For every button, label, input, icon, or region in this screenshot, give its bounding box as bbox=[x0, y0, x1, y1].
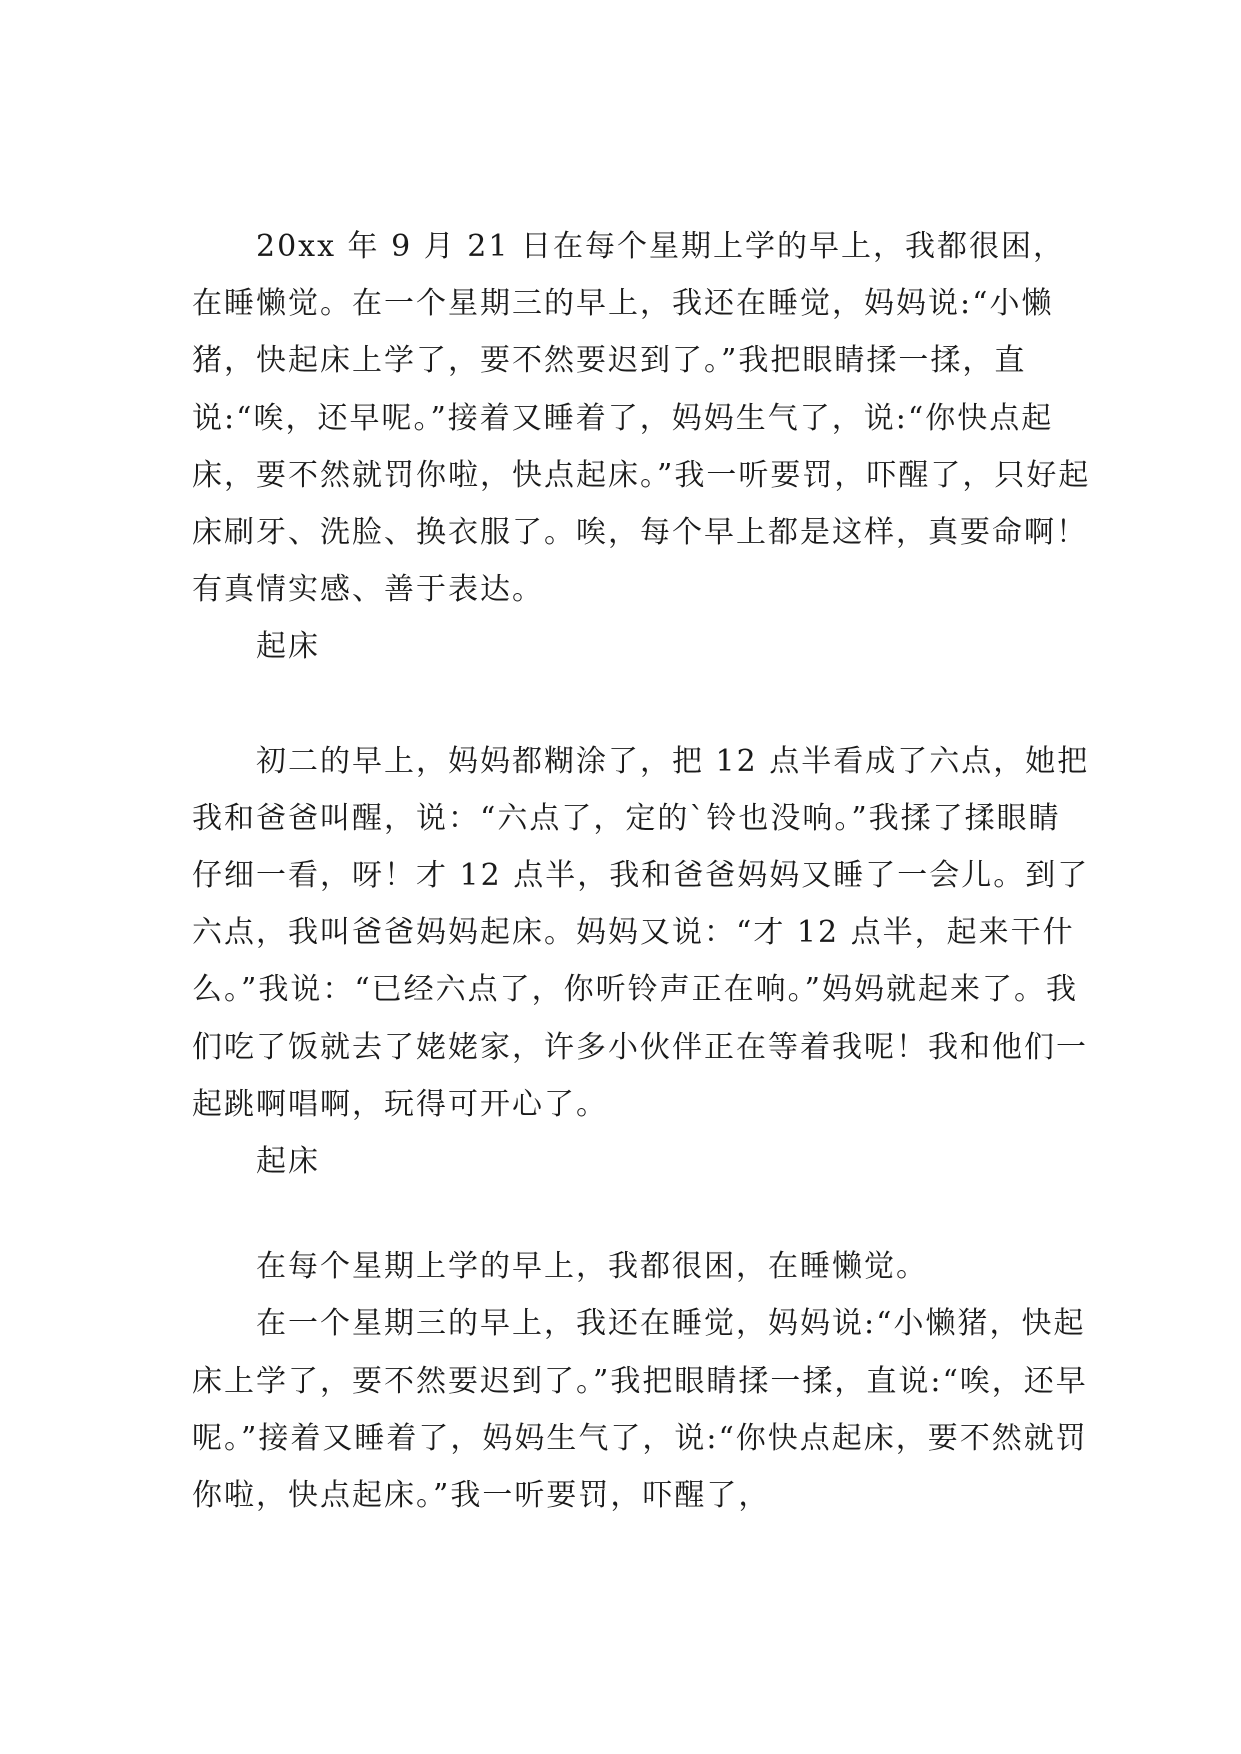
section-heading: 起床 bbox=[256, 629, 320, 665]
paragraph: 初二的早上，妈妈都糊涂了，把 12 点半看成了六点，她把我和爸爸叫醒，说：“六点了，定的`铃也没响。”我揉了揉眼睛仔细一看，呀！才 12 点半，我和爸爸妈妈又睡了一会儿。到了六点，我叫爸爸妈妈起床。妈妈又说：“才 12 点半，起来干什么。”我说：“已经六点了，你听铃声正在响。”妈妈就起来了。我们吃了饭就去了姥姥家，许多小伙伴正在等着我呢！我和他们一起跳啊唱啊，玩得可开心了。 bbox=[192, 743, 1090, 1122]
spacer bbox=[192, 1190, 1092, 1238]
document-body bbox=[192, 218, 1092, 1524]
paragraph: 在一个星期三的早上，我还在睡觉，妈妈说:“小懒猪，快起床上学了，要不然要迟到了。”我把眼睛揉一揉，直说:“唉，还早呢。”接着又睡着了，妈妈生气了，说:“你快点起床，要不然就罚你啦，快点起床。”我一听要罚，吓醒了， bbox=[192, 1306, 1088, 1514]
paragraph: 20xx 年 9 月 21 日在每个星期上学的早上，我都很困，在睡懒觉。在一个星期三的早上，我还在睡觉，妈妈说:“小懒猪，快起床上学了，要不然要迟到了。”我把眼睛揉一揉，直说:“唉，还早呢。”接着又睡着了，妈妈生气了，说:“你快点起床，要不然就罚你啦，快点起床。”我一听要罚，吓醒了，只好起床刷牙、洗脸、换衣服了。唉，每个早上都是这样，真要命啊！有真情实感、善于表达。 bbox=[192, 229, 1091, 608]
spacer bbox=[192, 676, 1092, 733]
section-heading: 起床 bbox=[256, 1144, 320, 1180]
paragraph: 在每个星期上学的早上，我都很困，在睡懒觉。 bbox=[256, 1249, 928, 1285]
